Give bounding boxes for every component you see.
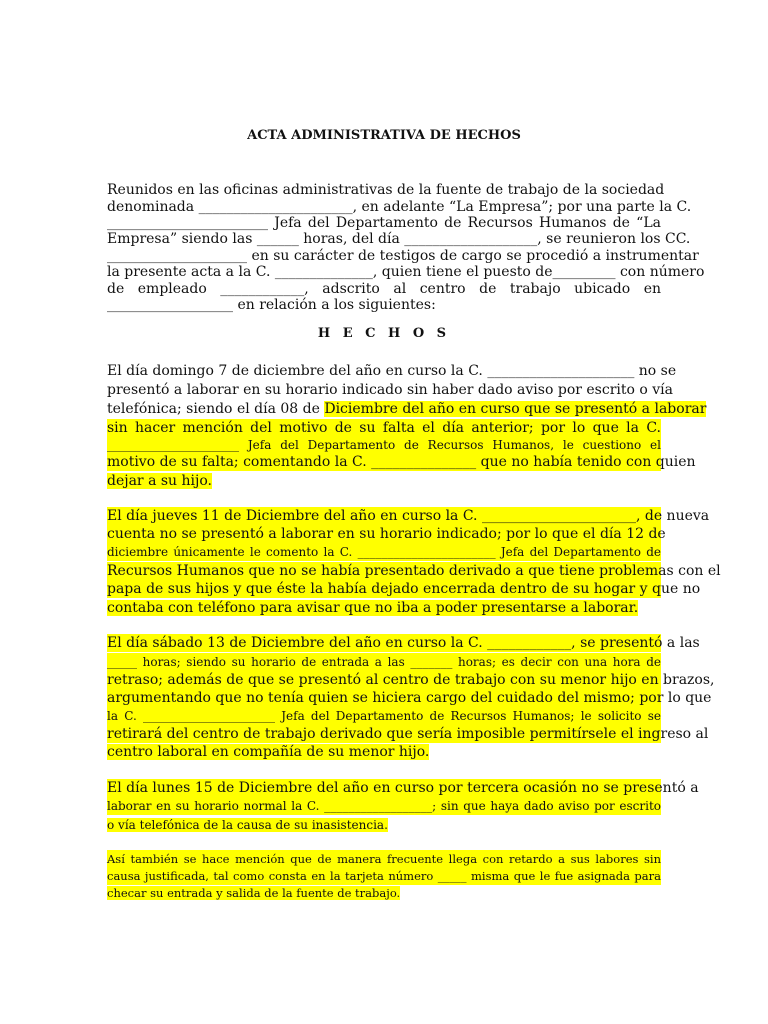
p2-line-highlight: cuenta no se presentó a laborar en su horario indicado; por lo que el día 12 de [107,526,666,542]
p4-line-highlight: o vía telefónica de la causa de su inasistencia. [107,818,388,832]
p2-line [107,562,721,580]
p1-line-highlight: ______________________ Jefa del Departamento de Recursos Humanos, le cuestiono el [107,438,661,452]
p1-line-highlight: dejar a su hijo. [107,473,212,489]
intro-line: Reunidos en las oficinas administrativas de la fuente de trabajo de la sociedad [107,182,665,198]
p3-line [107,634,700,652]
p2-line [107,580,701,598]
p3-line-highlight: retirará del centro de trabajo derivado que sería imposible permitírsele el ingreso al [107,726,709,742]
document-title: ACTA ADMINISTRATIVA DE HECHOS [247,128,521,143]
p1-line [107,472,661,490]
p1-line-highlight: sin hacer mención del motivo de su falta el día anterior; por lo que la C. [107,420,661,436]
p3-line [107,707,661,725]
p3-line [107,671,715,689]
intro-line: _______________________ Jefa del Departamento de Recursos Humanos de “La [107,215,661,231]
p4-line [107,797,661,815]
p2-line [107,525,666,543]
p3-line [107,689,712,707]
p1-line [107,419,661,437]
p3-line-highlight: la C. ______________________ Jefa del Departamento de Recursos Humanos; le solicito se [107,709,661,723]
p1-line-highlight: Diciembre del año en curso que se presentó a laborar [324,401,707,417]
p1-line [107,453,696,471]
p2-line-highlight: El día jueves 11 de Diciembre del año en curso la C. ______________________, de nueva [107,508,710,524]
section-heading: H E C H O S [317,326,451,341]
p1-line: presentó a laborar en su horario indicado sin haber dado aviso por escrito o vía [107,382,673,398]
p1-line [107,436,661,454]
intro-line: __________________ en relación a los siguientes: [107,297,436,313]
intro-line: la presente acta a la C. ______________, quien tiene el puesto de_________ con número [107,264,705,280]
p3-line [107,653,661,671]
p5-line-highlight: checar su entrada y salida de la fuente de trabajo. [107,886,401,900]
p3-line-highlight: centro laboral en compañía de su menor hijo. [107,744,430,760]
intro-line: Empresa” siendo las ______ horas, del día ___________________, se reunieron los CC. [107,231,691,247]
p3-line [107,743,661,761]
p5-line-highlight: causa justificada, tal como consta en la tarjeta número _____ misma que le fue asignada para [107,869,661,883]
p4-line-highlight: El día lunes 15 de Diciembre del año en curso por tercera ocasión no se presentó a [107,780,699,796]
p3-line-highlight: El día sábado 13 de Diciembre del año en curso la C. ____________, se presentó a las [107,635,700,651]
p3-line-highlight: _____ horas; siendo su horario de entrada a las _______ horas; es decir con una hora de [107,655,661,669]
p2-line-highlight: diciembre únicamente le comento la C. _______________________ Jefa del Departamento de [107,545,661,559]
p2-line [107,507,710,525]
p2-line-highlight: Recursos Humanos que no se había presentado derivado a que tiene problemas con el [107,563,721,579]
p4-line [107,779,699,797]
p1-line-part: telefónica; siendo el día 08 de [107,401,325,417]
p4-line-highlight: laborar en su horario normal la C. __________________; sin que haya dado aviso por escrito [107,799,661,813]
p3-line-highlight: retraso; además de que se presentó al centro de trabajo con su menor hijo en brazos, [107,672,715,688]
p2-line [107,599,661,617]
p5-line [107,867,661,885]
intro-line: denominada ______________________, en adelante “La Empresa”; por una parte la C. [107,199,692,215]
p1-line [107,400,707,418]
p2-line-highlight: papa de sus hijos y que éste la había dejado encerrada dentro de su hogar y que no [107,581,701,597]
p5-line-highlight: Así también se hace mención que de manera frecuente llega con retardo a sus labores sin [107,852,661,866]
p2-line [107,543,661,561]
p5-line [107,884,661,902]
p5-line [107,850,661,868]
p3-line-highlight: argumentando que no tenía quien se hiciera cargo del cuidado del mismo; por lo que [107,690,712,706]
intro-line: ____________________ en su carácter de testigos de cargo se procedió a instrumentar [107,248,699,264]
p3-line [107,725,709,743]
p2-line-highlight: contaba con teléfono para avisar que no iba a poder presentarse a laborar. [107,600,639,616]
p4-line [107,816,661,834]
intro-line: de empleado ____________, adscrito al centro de trabajo ubicado en [107,281,661,297]
p1-line: El día domingo 7 de diciembre del año en curso la C. _____________________ no se [107,363,677,379]
p1-line-highlight: motivo de su falta; comentando la C. _______________ que no había tenido con quien [107,454,696,470]
